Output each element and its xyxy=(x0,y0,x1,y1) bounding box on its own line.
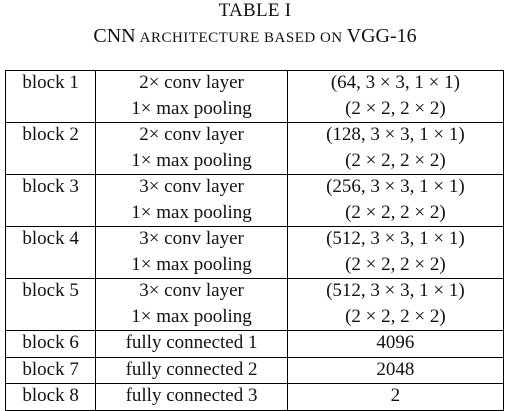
table-title: TABLE I xyxy=(218,0,292,21)
params-line: 4096 xyxy=(376,332,415,353)
block-label: block 4 xyxy=(22,228,79,249)
subtitle-middle: ARCHITECTURE BASED ON xyxy=(139,30,343,46)
block-cell xyxy=(6,227,96,279)
params-cell xyxy=(287,384,503,411)
subtitle-vgg: VGG-16 xyxy=(346,25,417,47)
table-row xyxy=(6,384,504,411)
architecture-table xyxy=(5,70,504,411)
params-line: (2 × 2, 2 × 2) xyxy=(345,97,446,119)
layer-cell xyxy=(96,71,288,123)
table-row xyxy=(6,71,504,123)
block-cell xyxy=(6,357,96,384)
layer-line: 3× conv layer xyxy=(139,280,244,301)
table-row xyxy=(6,123,504,175)
table-row xyxy=(6,175,504,227)
layer-cell xyxy=(96,279,288,331)
block-cell xyxy=(6,279,96,331)
table-row xyxy=(6,357,504,384)
layer-line: 1× max pooling xyxy=(131,305,252,327)
layer-line: fully connected 2 xyxy=(125,358,258,380)
layer-line: fully connected 1 xyxy=(125,332,258,353)
layer-line: 3× conv layer xyxy=(139,176,244,197)
params-line: (256, 3 × 3, 1 × 1) xyxy=(326,176,465,197)
params-line: (2 × 2, 2 × 2) xyxy=(345,253,446,275)
block-label: block 6 xyxy=(22,332,79,353)
params-line: (2 × 2, 2 × 2) xyxy=(345,201,446,223)
params-cell xyxy=(287,227,503,279)
block-label: block 8 xyxy=(22,385,79,406)
params-line: 2 xyxy=(390,385,401,406)
layer-cell xyxy=(96,331,288,358)
block-cell xyxy=(6,123,96,175)
layer-line: 2× conv layer xyxy=(139,72,244,93)
subtitle-cnn: CNN xyxy=(93,25,136,47)
layer-line: 1× max pooling xyxy=(131,97,252,119)
table-row xyxy=(6,279,504,331)
layer-line: 2× conv layer xyxy=(139,124,244,145)
block-cell xyxy=(6,71,96,123)
params-cell xyxy=(287,71,503,123)
params-line: (2 × 2, 2 × 2) xyxy=(345,149,446,171)
params-line: (512, 3 × 3, 1 × 1) xyxy=(326,228,465,249)
layer-line: fully connected 3 xyxy=(125,385,258,406)
layer-line: 1× max pooling xyxy=(131,149,252,171)
params-line: 2048 xyxy=(376,358,415,380)
block-cell xyxy=(6,331,96,358)
params-line: (64, 3 × 3, 1 × 1) xyxy=(330,72,460,93)
table-row xyxy=(6,227,504,279)
layer-cell xyxy=(96,123,288,175)
params-cell xyxy=(287,279,503,331)
params-line: (2 × 2, 2 × 2) xyxy=(345,305,446,327)
layer-cell xyxy=(96,175,288,227)
block-label: block 2 xyxy=(22,124,79,145)
table-row xyxy=(6,331,504,358)
params-cell xyxy=(287,357,503,384)
layer-cell xyxy=(96,357,288,384)
block-label: block 7 xyxy=(22,358,79,380)
table-body xyxy=(6,71,504,411)
block-label: block 1 xyxy=(22,72,79,93)
block-cell xyxy=(6,384,96,411)
block-cell xyxy=(6,175,96,227)
block-label: block 5 xyxy=(22,280,79,301)
layer-cell xyxy=(96,227,288,279)
params-cell xyxy=(287,331,503,358)
params-line: (128, 3 × 3, 1 × 1) xyxy=(326,124,465,145)
layer-line: 1× max pooling xyxy=(131,201,252,223)
layer-line: 1× max pooling xyxy=(131,253,252,275)
layer-line: 3× conv layer xyxy=(139,228,244,249)
params-cell xyxy=(287,175,503,227)
layer-cell xyxy=(96,384,288,411)
block-label: block 3 xyxy=(22,176,79,197)
params-line: (512, 3 × 3, 1 × 1) xyxy=(326,280,465,301)
table-subtitle xyxy=(0,23,510,51)
params-cell xyxy=(287,123,503,175)
